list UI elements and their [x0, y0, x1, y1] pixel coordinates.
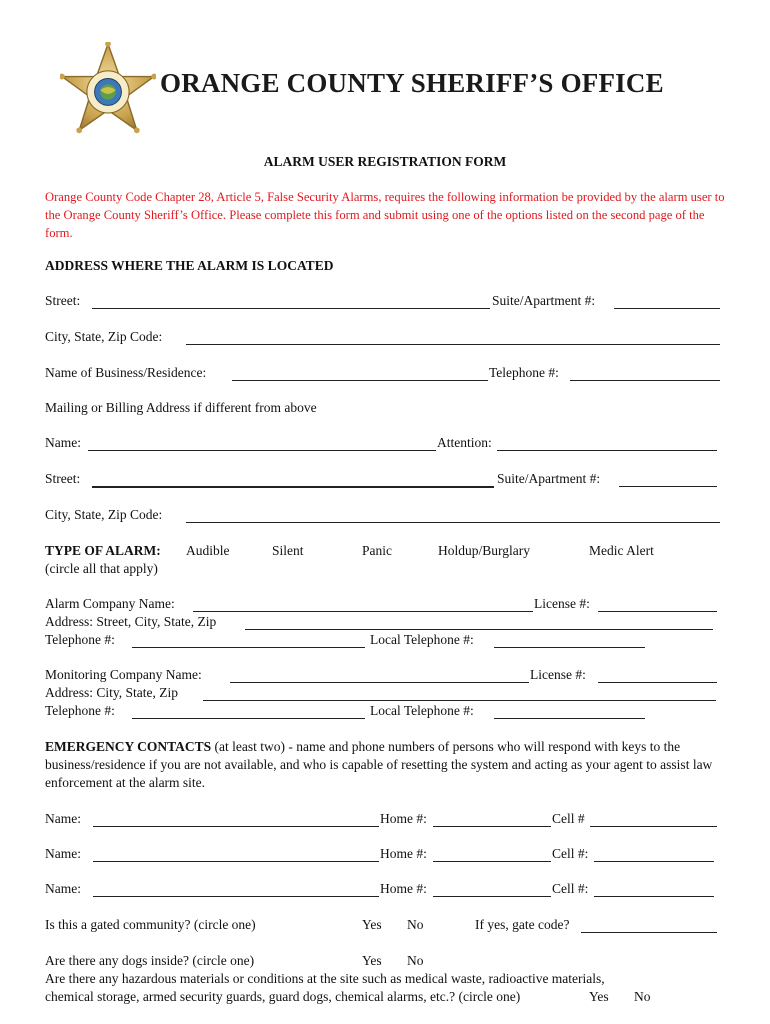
- alarm-company-license-field[interactable]: [598, 599, 717, 612]
- alarm-company-address-label: Address: Street, City, State, Zip: [45, 614, 217, 629]
- monitoring-company-name-label: Monitoring Company Name:: [45, 667, 202, 682]
- intro-paragraph: Orange County Code Chapter 28, Article 5, False Security Alarms, requires the following information be provided by the alarm user to the Orange County Sheriff’s Office. Please complete this form and submit using one of the options listed on the second page of the form.: [45, 190, 725, 240]
- contact-1-cell-field[interactable]: [590, 814, 717, 827]
- mailing-city-label: City, State, Zip Code:: [45, 507, 163, 522]
- contact-3-cell-field[interactable]: [594, 884, 714, 897]
- alarm-company-local-telephone-label: Local Telephone #:: [370, 632, 474, 647]
- suite-field[interactable]: [614, 296, 720, 309]
- contact-1-name-label: Name:: [45, 811, 81, 826]
- alarm-company-local-telephone-field[interactable]: [494, 635, 645, 648]
- alarm-option-medic-alert[interactable]: Medic Alert: [589, 543, 654, 558]
- contact-3-name-field[interactable]: [93, 884, 379, 897]
- alarm-type-colon: :: [156, 543, 161, 558]
- attention-field[interactable]: [497, 438, 717, 451]
- hazard-question-line-2: chemical storage, armed security guards, guard dogs, chemical alarms, etc.? (circle one): [45, 989, 521, 1004]
- monitoring-company-name-field[interactable]: [230, 670, 529, 683]
- telephone-field[interactable]: [570, 368, 720, 381]
- contact-3-name-label: Name:: [45, 881, 81, 896]
- contact-2-cell-label: Cell #:: [552, 846, 589, 861]
- city-field[interactable]: [186, 332, 720, 345]
- mailing-city-field[interactable]: [186, 510, 720, 523]
- alarm-type-heading-row: [45, 542, 161, 560]
- contact-3-home-field[interactable]: [433, 884, 551, 897]
- alarm-company-name-label: Alarm Company Name:: [45, 596, 175, 611]
- contact-1-name-field[interactable]: [93, 814, 379, 827]
- gated-question: Is this a gated community? (circle one): [45, 917, 256, 932]
- mailing-name-field[interactable]: [88, 438, 436, 451]
- address-section-heading: ADDRESS WHERE THE ALARM IS LOCATED: [45, 258, 334, 273]
- telephone-label: Telephone #:: [489, 365, 559, 380]
- alarm-type-heading: TYPE OF ALARM: [45, 543, 157, 558]
- monitoring-company-telephone-field[interactable]: [132, 706, 365, 719]
- business-field[interactable]: [232, 368, 488, 381]
- monitoring-company-address-field[interactable]: [203, 688, 716, 701]
- alarm-company-license-label: License #:: [534, 596, 590, 611]
- alarm-option-panic[interactable]: Panic: [362, 543, 392, 558]
- mailing-suite-field[interactable]: [619, 474, 717, 487]
- contact-1-home-label: Home #:: [380, 811, 427, 826]
- hazard-question-line-1: Are there any hazardous materials or conditions at the site such as medical waste, radioactive materials,: [45, 971, 605, 986]
- dogs-yes-option[interactable]: Yes: [362, 953, 382, 968]
- gated-no-option[interactable]: No: [407, 917, 424, 932]
- mailing-street-label: Street:: [45, 471, 81, 486]
- contact-2-name-field[interactable]: [93, 849, 379, 862]
- street-field[interactable]: [92, 296, 490, 309]
- alarm-type-instruction: (circle all that apply): [45, 561, 158, 576]
- dogs-no-option[interactable]: No: [407, 953, 424, 968]
- alarm-company-telephone-field[interactable]: [132, 635, 365, 648]
- dogs-question: Are there any dogs inside? (circle one): [45, 953, 255, 968]
- mailing-street-field[interactable]: [92, 474, 494, 488]
- mailing-suite-label: Suite/Apartment #:: [497, 471, 601, 486]
- emergency-contacts-paragraph: [45, 738, 725, 792]
- attention-label: Attention:: [437, 435, 492, 450]
- monitoring-company-telephone-label: Telephone #:: [45, 703, 115, 718]
- emergency-contacts-heading: EMERGENCY CONTACTS: [45, 739, 212, 754]
- alarm-company-address-field[interactable]: [245, 617, 713, 630]
- sheriff-star-badge-icon: [60, 42, 156, 138]
- suite-label: Suite/Apartment #:: [492, 293, 596, 308]
- contact-1-cell-label: Cell #: [552, 811, 585, 826]
- monitoring-company-local-telephone-field[interactable]: [494, 706, 645, 719]
- contact-2-name-label: Name:: [45, 846, 81, 861]
- contact-3-cell-label: Cell #:: [552, 881, 589, 896]
- monitoring-company-local-telephone-label: Local Telephone #:: [370, 703, 474, 718]
- monitoring-company-license-field[interactable]: [598, 670, 717, 683]
- emergency-contacts-description: (at least two) - name and phone numbers of persons who will respond with keys to the business/residence if you are not available, and who is capable of resetting the system and acting as your agent to assist law enforcement at the alarm site.: [45, 739, 713, 790]
- contact-2-home-label: Home #:: [380, 846, 427, 861]
- monitoring-company-license-label: License #:: [530, 667, 586, 682]
- gate-code-label: If yes, gate code?: [475, 917, 570, 932]
- contact-2-cell-field[interactable]: [594, 849, 714, 862]
- alarm-company-name-field[interactable]: [193, 599, 533, 612]
- business-label: Name of Business/Residence:: [45, 365, 207, 380]
- agency-name: ORANGE COUNTY SHERIFF’S OFFICE: [160, 68, 664, 98]
- street-label: Street:: [45, 293, 81, 308]
- gated-yes-option[interactable]: Yes: [362, 917, 382, 932]
- mailing-heading: Mailing or Billing Address if different from above: [45, 400, 317, 415]
- contact-2-home-field[interactable]: [433, 849, 551, 862]
- form-title: ALARM USER REGISTRATION FORM: [263, 154, 507, 169]
- monitoring-company-address-label: Address: City, State, Zip: [45, 685, 178, 700]
- hazard-yes-option[interactable]: Yes: [589, 989, 609, 1004]
- hazard-no-option[interactable]: No: [634, 989, 651, 1004]
- alarm-option-silent[interactable]: Silent: [272, 543, 304, 558]
- alarm-option-holdup-burglary[interactable]: Holdup/Burglary: [438, 543, 530, 558]
- contact-1-home-field[interactable]: [433, 814, 551, 827]
- gate-code-field[interactable]: [581, 920, 717, 933]
- mailing-name-label: Name:: [45, 435, 81, 450]
- alarm-company-telephone-label: Telephone #:: [45, 632, 115, 647]
- city-label: City, State, Zip Code:: [45, 329, 163, 344]
- alarm-option-audible[interactable]: Audible: [186, 543, 230, 558]
- contact-3-home-label: Home #:: [380, 881, 427, 896]
